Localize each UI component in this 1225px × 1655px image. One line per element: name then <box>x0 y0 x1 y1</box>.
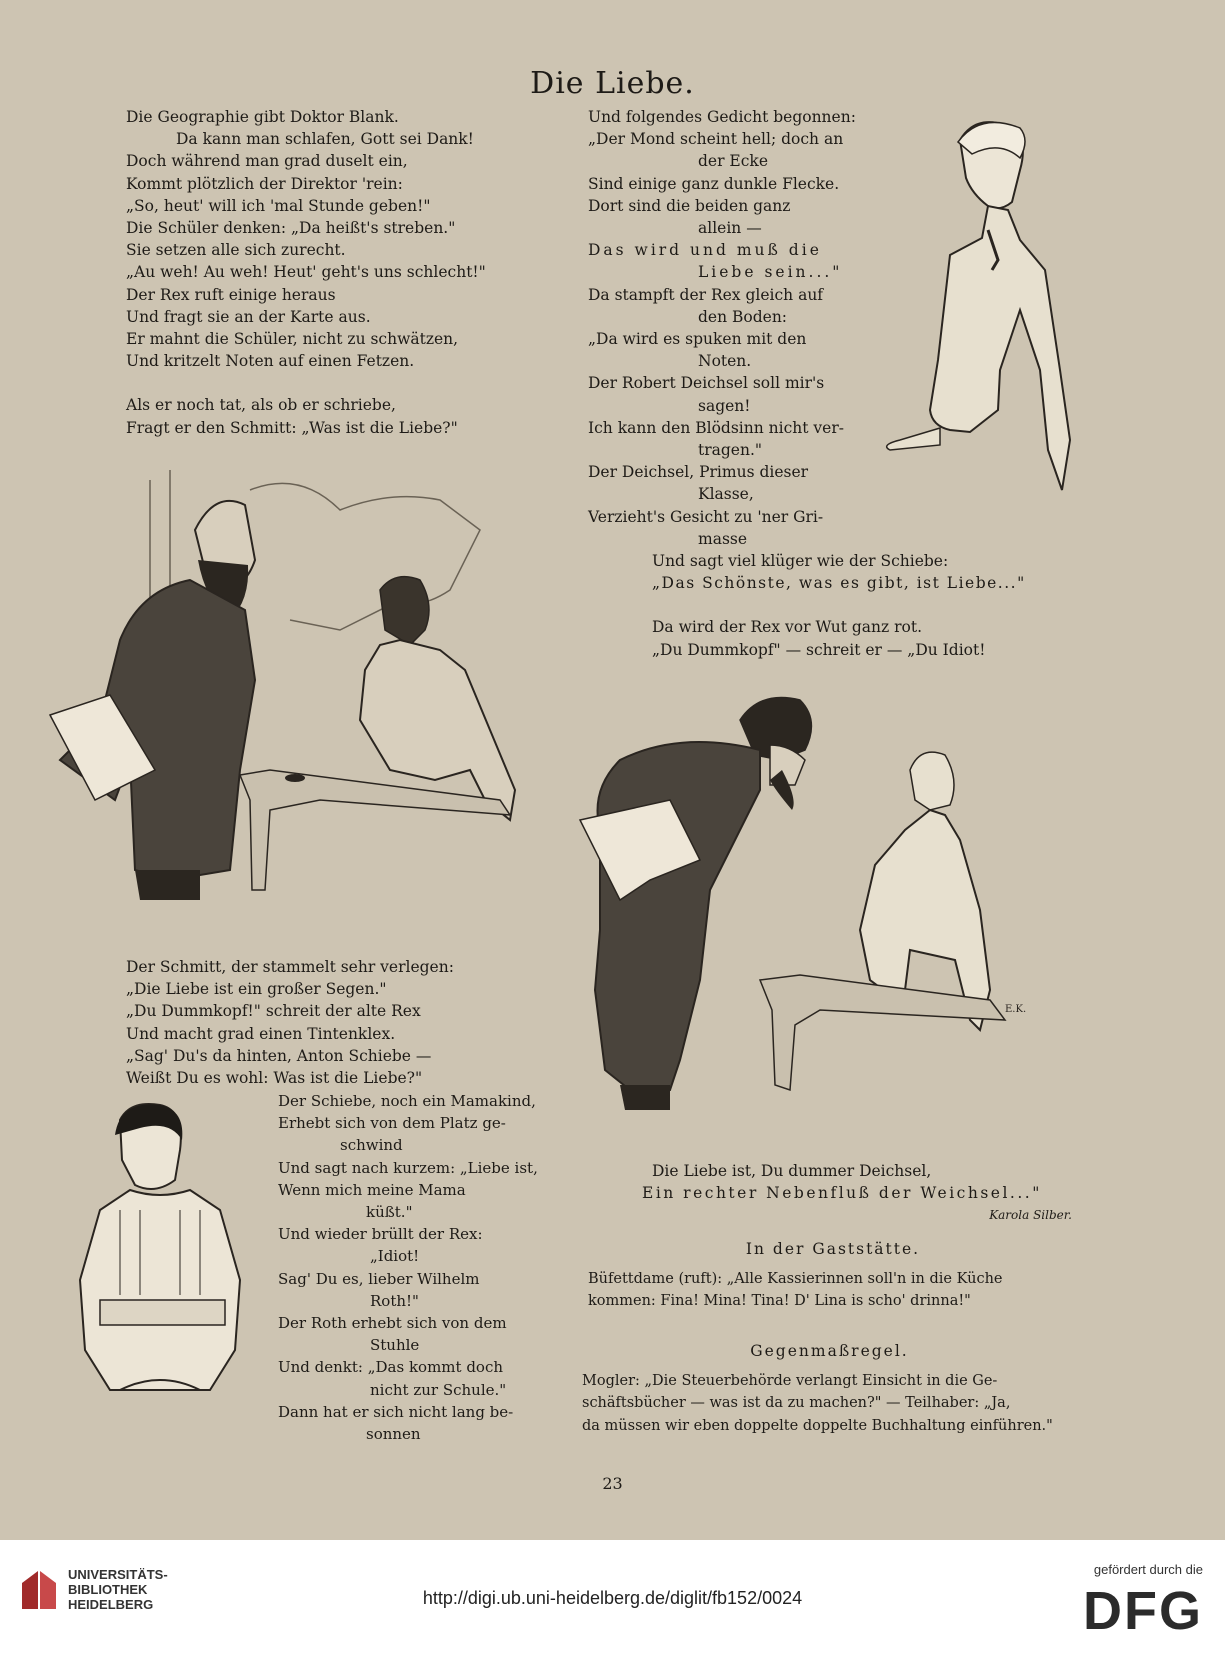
poem-line: Weißt Du es wohl: Was ist die Liebe?" <box>126 1069 423 1088</box>
poem-line: „So, heut' will ich 'mal Stunde geben!" <box>126 196 431 215</box>
poem-line: Noten. <box>698 352 752 371</box>
anecdote-line: Büfettdame (ruft): „Alle Kassierinnen soll'n in die Küche <box>588 1271 1003 1288</box>
poem-line: Und denkt: „Das kommt doch <box>278 1358 504 1377</box>
poem-line: Da wird der Rex vor Wut ganz rot. <box>652 618 923 637</box>
anecdote-heading: In der Gaststätte. <box>745 1240 921 1258</box>
poem-line: Liebe sein..." <box>698 263 843 282</box>
poem-line: „Die Liebe ist ein großer Segen." <box>126 980 387 999</box>
page-title: Die Liebe. <box>530 66 695 101</box>
library-footer <box>0 1540 1225 1655</box>
poem-column-2-continued <box>652 550 1026 661</box>
poem-line: Kommt plötzlich der Direktor 'rein: <box>126 174 403 193</box>
poem-column-2 <box>588 106 856 550</box>
boy-in-uniform-illustration <box>60 1100 260 1420</box>
poem-line: masse <box>698 529 748 548</box>
poem-line: Sind einige ganz dunkle Flecke. <box>588 174 840 193</box>
poem-line: den Boden: <box>698 307 788 326</box>
poem-line: nicht zur Schule." <box>370 1380 507 1399</box>
poem-line: Als er noch tat, als ob er schriebe, <box>126 396 396 415</box>
poem-line: Fragt er den Schmitt: „Was ist die Liebe?" <box>126 418 458 437</box>
poem-line: „Du Dummkopf!" schreit der alte Rex <box>126 1002 421 1021</box>
artist-monogram: E.K. <box>1005 1004 1027 1015</box>
poem-line: „Au weh! Au weh! Heut' geht's uns schlecht!" <box>126 263 486 282</box>
anecdote-line: Mogler: „Die Steuerbehörde verlangt Einsicht in die Ge- <box>582 1373 998 1390</box>
poem-line: Er mahnt die Schüler, nicht zu schwätzen, <box>126 330 459 349</box>
poem-line: Das wird und muß die <box>588 241 822 260</box>
teacher-bowing-illustration <box>560 690 1080 1130</box>
poem-line: Und folgendes Gedicht begonnen: <box>588 108 856 126</box>
poem-line: „Sag' Du's da hinten, Anton Schiebe — <box>126 1046 432 1065</box>
poem-line: allein — <box>698 219 762 238</box>
poem-line: Die Schüler denken: „Da heißt's streben." <box>126 219 456 238</box>
poem-line: Roth!" <box>370 1291 419 1310</box>
anecdote-1 <box>588 1238 1078 1313</box>
poem-line: Da stampft der Rex gleich auf <box>588 285 824 304</box>
poem-line: schwind <box>340 1136 403 1155</box>
poem-line: „Da wird es spuken mit den <box>588 330 807 349</box>
anecdote-line: kommen: Fina! Mina! Tina! D' Lina is scho' drinna!" <box>588 1293 971 1310</box>
poem-line: Dann hat er sich nicht lang be- <box>278 1402 514 1421</box>
poem-line: Und sagt nach kurzem: „Liebe ist, <box>278 1158 538 1177</box>
poem-line: Die Geographie gibt Doktor Blank. <box>126 108 399 126</box>
poem-line: Erhebt sich von dem Platz ge- <box>278 1114 506 1133</box>
poem-line: Und macht grad einen Tintenklex. <box>126 1024 396 1043</box>
poem-column-1 <box>126 106 486 439</box>
poem-line: Doch während man grad duselt ein, <box>126 152 408 171</box>
poem-line: Und kritzelt Noten auf einen Fetzen. <box>126 352 415 371</box>
poem-line: Und fragt sie an der Karte aus. <box>126 307 371 326</box>
poem-line: tragen." <box>698 441 763 460</box>
poem-line: „Das Schönste, was es gibt, ist Liebe..." <box>652 574 1026 593</box>
dfg-logo: DFG <box>1083 1581 1203 1641</box>
poem-line: Der Roth erhebt sich von dem <box>278 1314 507 1333</box>
teacher-and-pupil-illustration <box>40 470 560 930</box>
poem-line: Klasse, <box>698 485 754 504</box>
anecdote-line: da müssen wir eben doppelte doppelte Buchhaltung einführen." <box>582 1417 1053 1434</box>
poem-line: Der Schiebe, noch ein Mamakind, <box>278 1092 536 1110</box>
stanza-gap <box>126 372 486 394</box>
poem-line: „Der Mond scheint hell; doch an <box>588 130 844 149</box>
poem-line: Der Rex ruft einige heraus <box>126 285 336 304</box>
stanza-gap <box>652 594 1026 616</box>
poem-line: Der Robert Deichsel soll mir's <box>588 374 825 393</box>
poem-line: „Du Dummkopf" — schreit er — „Du Idiot! <box>652 640 986 659</box>
poem-line: sonnen <box>366 1425 421 1444</box>
anecdote-2 <box>582 1340 1077 1437</box>
poem-line: Verzieht's Gesicht zu 'ner Gri- <box>588 507 824 526</box>
author-signature: Karola Silber. <box>989 1208 1072 1223</box>
poem-line: Sie setzen alle sich zurecht. <box>126 241 346 260</box>
poem-line: Der Deichsel, Primus dieser <box>588 463 809 482</box>
poem-line: küßt." <box>366 1203 413 1222</box>
poem-line: Die Liebe ist, Du dummer Deichsel, <box>652 1162 932 1180</box>
funded-by-label: gefördert durch die <box>1093 1562 1203 1577</box>
poem-line: Sag' Du es, lieber Wilhelm <box>278 1269 480 1288</box>
poem-column-3 <box>126 956 454 1089</box>
poem-line: „Idiot! <box>370 1247 420 1266</box>
poem-line: Der Schmitt, der stammelt sehr verlegen: <box>126 958 454 976</box>
poem-column-4 <box>278 1090 538 1445</box>
poem-ending <box>642 1160 1072 1227</box>
poem-line: Und wieder brüllt der Rex: <box>278 1225 483 1244</box>
permalink-url[interactable]: http://digi.ub.uni-heidelberg.de/diglit/fb152/0024 <box>422 1588 803 1608</box>
poem-line: Ich kann den Blödsinn nicht ver- <box>588 418 844 437</box>
poem-line: Wenn mich meine Mama <box>278 1180 466 1199</box>
poem-line: Stuhle <box>370 1336 420 1355</box>
poem-line: der Ecke <box>698 152 768 171</box>
boy-standing-illustration <box>880 110 1080 530</box>
anecdote-heading: Gegenmaßregel. <box>750 1342 909 1360</box>
poem-line: Ein rechter Nebenfluß der Weichsel..." <box>642 1184 1042 1203</box>
poem-line: Dort sind die beiden ganz <box>588 196 791 215</box>
poem-line: Und sagt viel klüger wie der Schiebe: <box>652 552 949 570</box>
anecdote-line: schäftsbücher — was ist da zu machen?" — Teilhaber: „Ja, <box>582 1395 1011 1412</box>
poem-line: sagen! <box>698 396 751 415</box>
library-name: UNIVERSITÄTS- BIBLIOTHEK HEIDELBERG <box>68 1567 168 1612</box>
page-number: 23 <box>602 1474 623 1493</box>
poem-line: Da kann man schlafen, Gott sei Dank! <box>176 130 474 149</box>
